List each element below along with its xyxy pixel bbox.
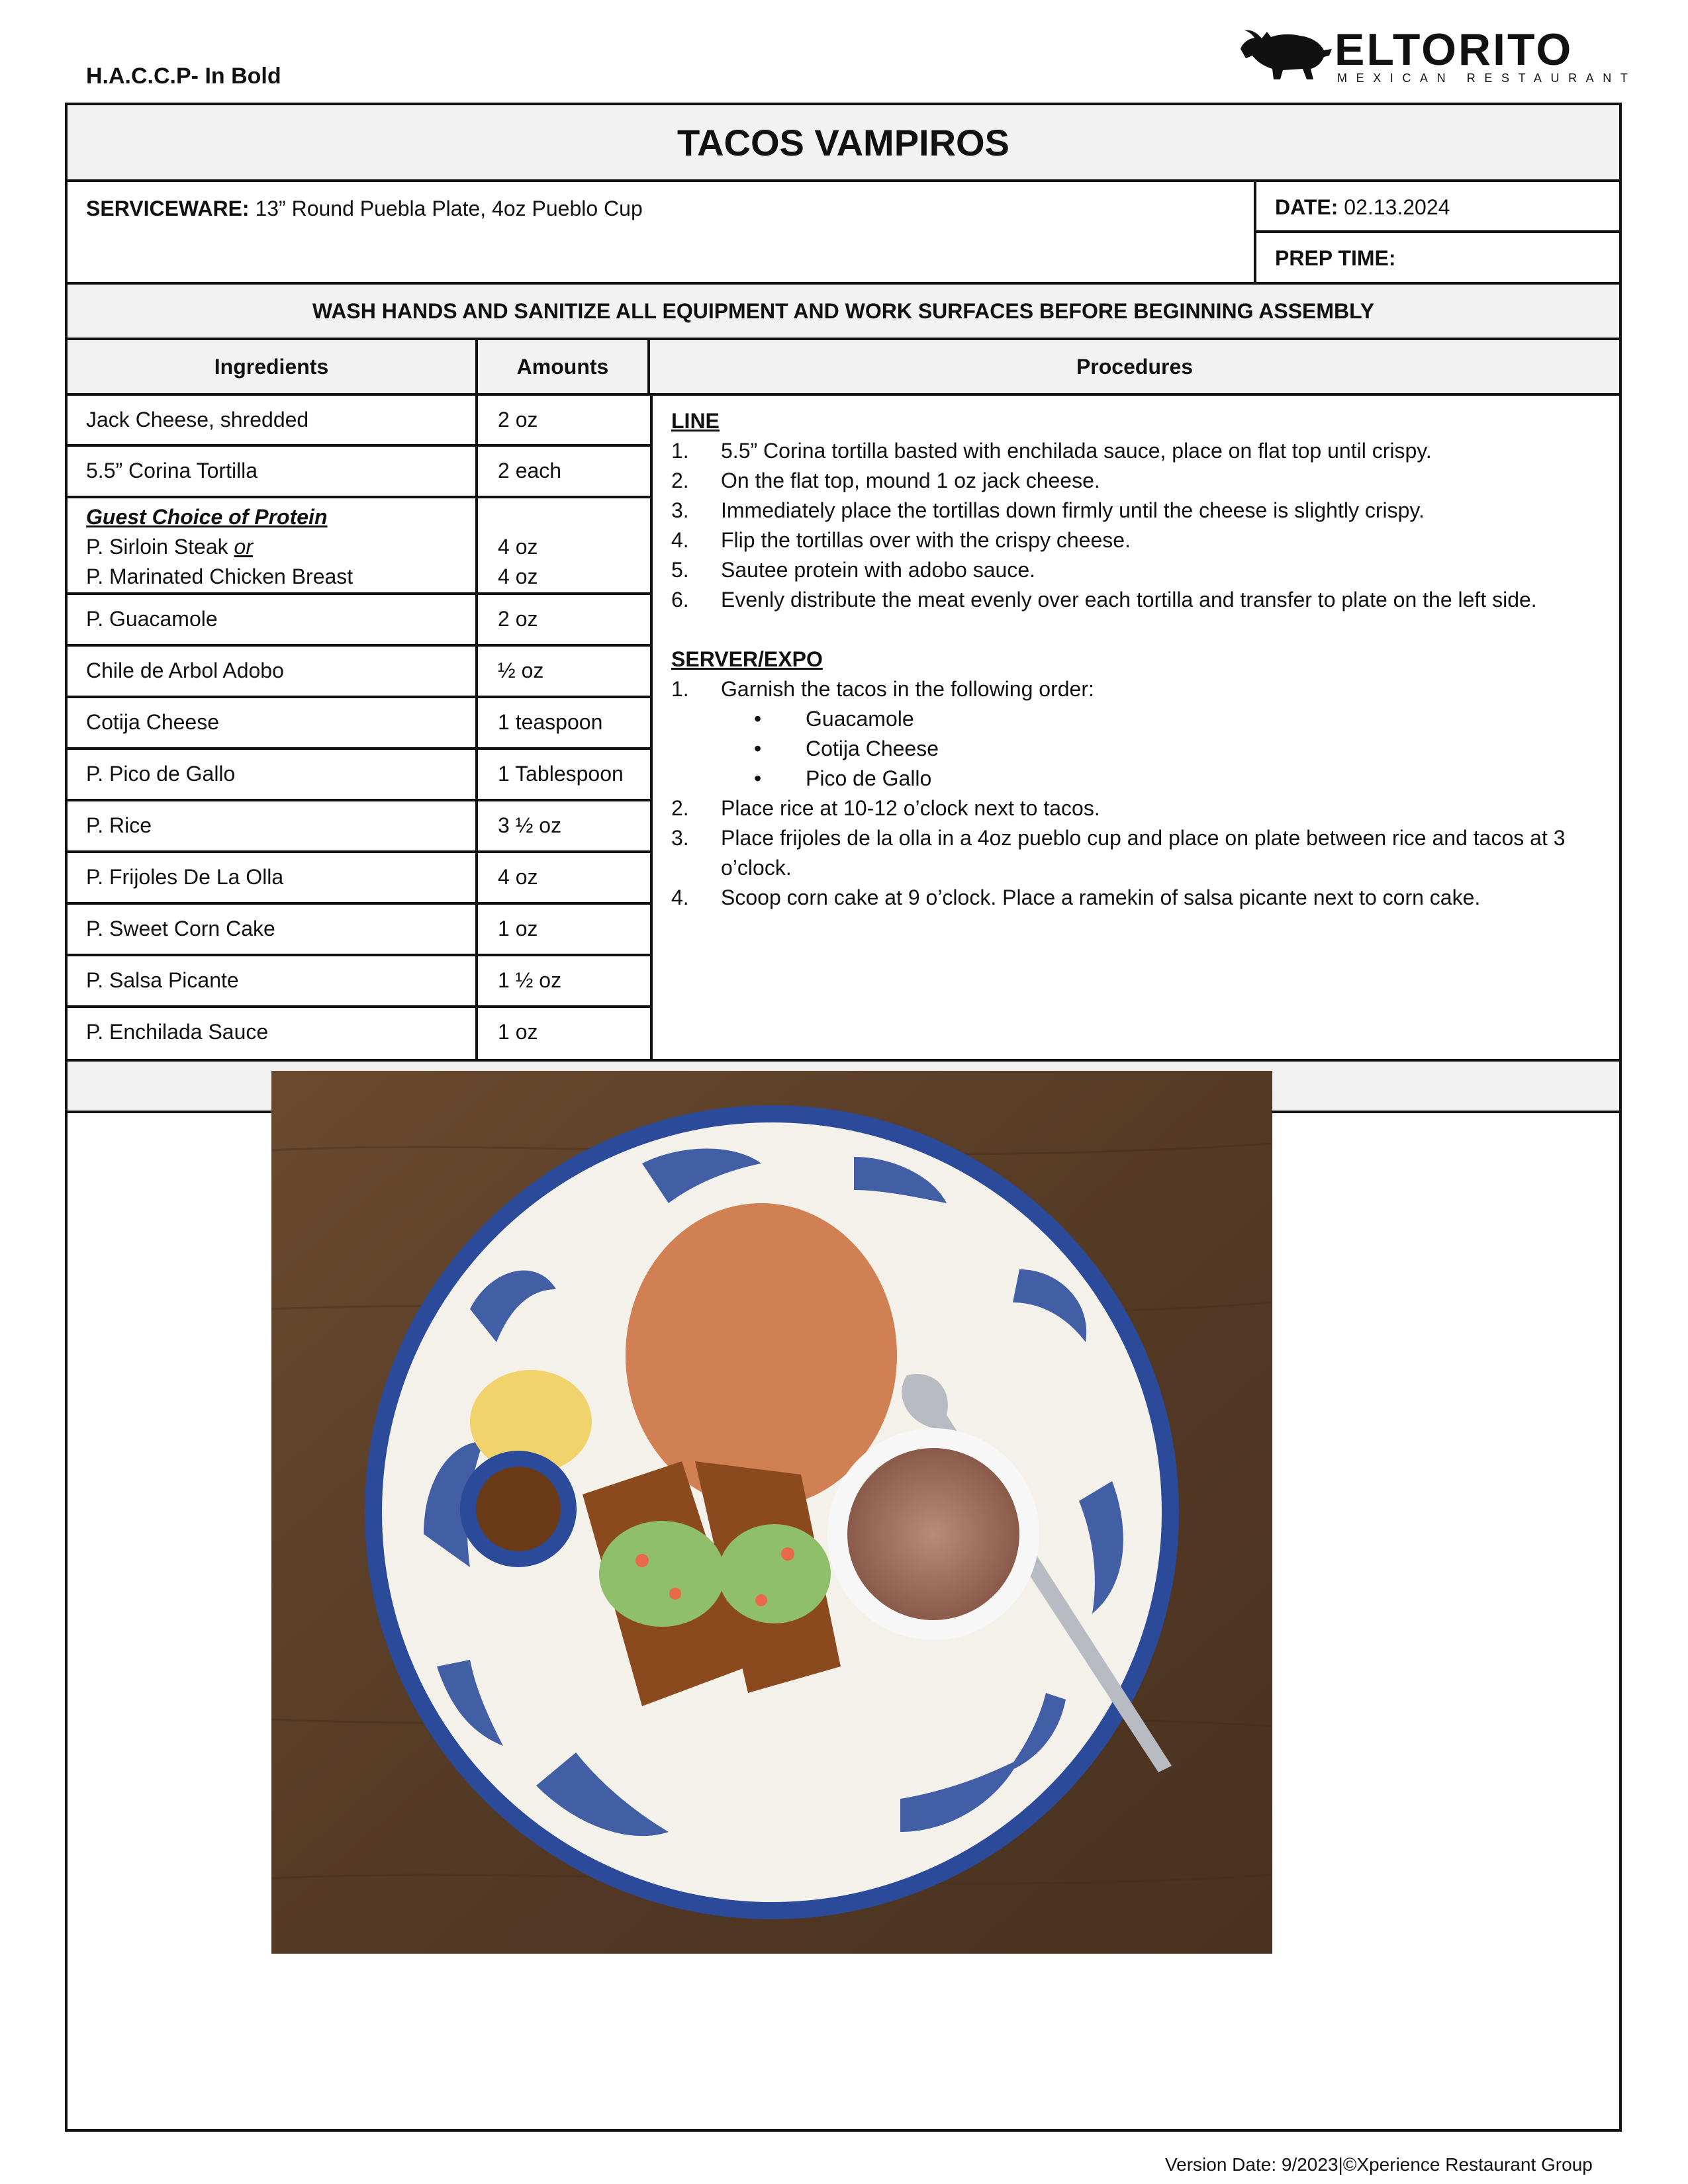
ingredient-name: P. Pico de Gallo [68, 750, 478, 799]
ingredient-row [68, 750, 650, 801]
bullet-icon: • [754, 707, 762, 731]
ingredient-name: P. Sweet Corn Cake [68, 905, 478, 954]
ingredient-amount: 2 each [498, 459, 562, 482]
ingredient-amount: 1 oz [498, 1020, 538, 1044]
step-number: 1. [671, 677, 689, 701]
serviceware-value: 13” Round Puebla Plate, 4oz Pueblo Cup [255, 197, 643, 220]
garnish-bullet [671, 764, 1601, 794]
line-step [671, 555, 1601, 585]
frijoles [847, 1448, 1019, 1620]
ingredient-name: 5.5” Corina Tortilla [68, 447, 478, 496]
step-text: On the flat top, mound 1 oz jack cheese. [721, 469, 1100, 492]
haccp-note: H.A.C.C.P- In Bold [86, 64, 281, 89]
ingredient-name: Cotija Cheese [68, 698, 478, 747]
step-text: Evenly distribute the meat evenly over each tortilla and transfer to plate on the left side. [721, 588, 1537, 612]
bullet-text: Cotija Cheese [806, 737, 939, 760]
protein-amount-cell [478, 498, 650, 592]
date-label: DATE: [1275, 195, 1338, 219]
logo-subtitle: MEXICAN RESTAURANT [1337, 71, 1637, 85]
step-number: 4. [671, 528, 689, 552]
ingredient-row [68, 1008, 650, 1062]
protein-option-steak-name: P. Sirloin Steak [86, 535, 228, 559]
ingredient-amount: 1 teaspoon [498, 710, 603, 734]
version-footer: Version Date: 9/2023|©Xperience Restaurant Group [1165, 2154, 1593, 2175]
ingredient-row [68, 905, 650, 956]
line-section-title: LINE [671, 409, 720, 433]
step-text: Sautee protein with adobo sauce. [721, 558, 1035, 582]
step-number: 6. [671, 588, 689, 612]
ingredient-amount: 1 Tablespoon [498, 762, 624, 786]
ingredient-name: P. Rice [68, 801, 478, 850]
ingredient-row [68, 595, 650, 647]
protein-choice-cell [68, 498, 478, 592]
wash-notice: WASH HANDS AND SANITIZE ALL EQUIPMENT AND WORK SURFACES BEFORE BEGINNING ASSEMBLY [68, 285, 1619, 340]
protein-option-steak [86, 532, 457, 562]
recipe-title: TACOS VAMPIROS [68, 105, 1619, 182]
ingredient-name: Jack Cheese, shredded [68, 396, 478, 444]
bullet-text: Guacamole [806, 707, 914, 731]
ingredients-column [68, 396, 650, 1059]
prep-time-label: PREP TIME: [1275, 246, 1396, 270]
ingredient-row [68, 396, 650, 447]
ingredient-name: P. Frijoles De La Olla [68, 853, 478, 902]
server-step [671, 794, 1601, 823]
ingredient-amount: 2 oz [498, 408, 538, 432]
step-text: Immediately place the tortillas down firmly until the cheese is slightly crispy. [721, 498, 1425, 522]
server-step [671, 823, 1601, 883]
bullet-text: Pico de Gallo [806, 766, 932, 790]
ingredient-row [68, 801, 650, 853]
step-number: 2. [671, 469, 689, 492]
bullet-icon: • [754, 737, 762, 760]
step-text: Scoop corn cake at 9 o’clock. Place a ramekin of salsa picante next to corn cake. [721, 886, 1481, 909]
step-number: 1. [671, 439, 689, 463]
server-section-title: SERVER/EXPO [671, 647, 823, 671]
line-step [671, 525, 1601, 555]
table-header [68, 340, 1619, 396]
line-step [671, 585, 1601, 615]
step-text: Flip the tortillas over with the crispy cheese. [721, 528, 1131, 552]
step-number: 5. [671, 558, 689, 582]
protein-or: or [234, 535, 253, 559]
bull-logo-icon [1237, 23, 1336, 82]
ingredient-amount: 3 ½ oz [498, 813, 562, 837]
line-step [671, 496, 1601, 525]
ingredient-row [68, 956, 650, 1008]
server-step [671, 883, 1601, 913]
step-text: 5.5” Corina tortilla basted with enchilada sauce, place on flat top until crispy. [721, 439, 1432, 463]
ingredient-amount: ½ oz [498, 659, 544, 682]
protein-choice-heading: Guest Choice of Protein [86, 505, 328, 529]
date-value: 02.13.2024 [1344, 195, 1450, 219]
date-cell [1256, 182, 1619, 233]
ingredient-row [68, 447, 650, 498]
protein-amount-chicken: 4 oz [498, 565, 538, 588]
amounts-header: Amounts [478, 340, 650, 393]
ingredient-amount: 1 oz [498, 917, 538, 940]
date-prep-cells [1256, 182, 1619, 282]
ingredient-row [68, 647, 650, 698]
line-step [671, 466, 1601, 496]
serviceware-row [68, 182, 1619, 285]
step-number: 4. [671, 886, 689, 909]
line-step [671, 436, 1601, 466]
serviceware-cell [68, 182, 1256, 282]
step-number: 3. [671, 498, 689, 522]
step-number: 2. [671, 796, 689, 820]
bullet-icon: • [754, 766, 762, 790]
ingredient-amount: 4 oz [498, 865, 538, 889]
plated-dish-photo [271, 1071, 1272, 1954]
server-step [671, 674, 1601, 704]
step-text: Place rice at 10-12 o’clock next to tacos. [721, 796, 1100, 820]
procedures-header: Procedures [1076, 354, 1194, 379]
ingredient-row [68, 853, 650, 905]
step-text: Garnish the tacos in the following order: [721, 677, 1094, 701]
ingredient-name: P. Salsa Picante [68, 956, 478, 1005]
ingredients-header: Ingredients [68, 340, 478, 393]
procedures-column [650, 396, 1619, 1059]
step-number: 3. [671, 826, 689, 850]
step-text: Place frijoles de la olla in a 4oz pueblo cup and place on plate between rice and tacos at 3 o’clock. [721, 826, 1566, 880]
ingredient-row-protein [68, 498, 650, 595]
table-body [68, 396, 1619, 1062]
ingredient-row [68, 698, 650, 750]
garnish-bullet [671, 704, 1601, 734]
ingredient-name: Chile de Arbol Adobo [68, 647, 478, 696]
serviceware-label: SERVICEWARE: [86, 197, 250, 220]
protein-option-chicken: P. Marinated Chicken Breast [86, 565, 353, 588]
ingredient-amount: 2 oz [498, 607, 538, 631]
ingredient-name: P. Guacamole [68, 595, 478, 644]
ingredient-name: P. Enchilada Sauce [68, 1008, 478, 1062]
plate-illustration [271, 1071, 1272, 1954]
protein-amount-steak: 4 oz [498, 535, 538, 559]
el-torito-logo [1237, 23, 1637, 85]
garnish-bullet [671, 734, 1601, 764]
ingredient-amount: 1 ½ oz [498, 968, 562, 992]
logo-wordmark: ELTORITO [1335, 24, 1573, 75]
